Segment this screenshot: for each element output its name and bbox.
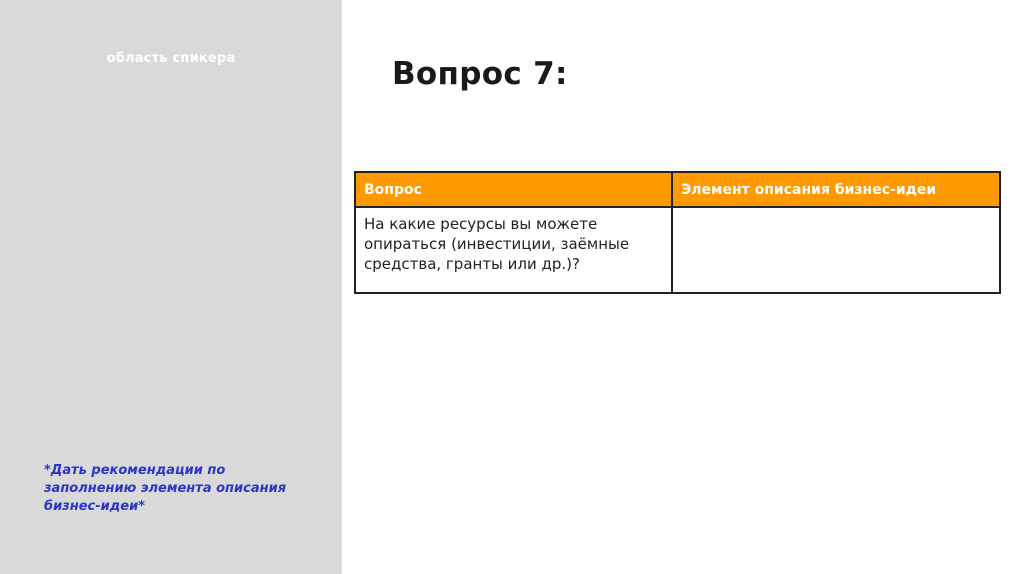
question-title: Вопрос 7: [392,56,568,92]
table-header-question: Вопрос [355,172,672,207]
speaker-area-label: область спикера [106,51,236,66]
table-row [355,207,1000,293]
table-header-row [355,172,1000,207]
table-cell-question: На какие ресурсы вы можете опираться (инвестиции, заёмные средства, гранты или др.)? [355,207,672,293]
table-cell-business-element [672,207,1000,293]
speaker-recommendation-note: *Дать рекомендации по заполнению элемента описания бизнес-идеи* [44,463,287,514]
question-table [354,171,1001,294]
speaker-area-panel [0,0,342,574]
table-header-business-element: Элемент описания бизнес-идеи [672,172,1000,207]
